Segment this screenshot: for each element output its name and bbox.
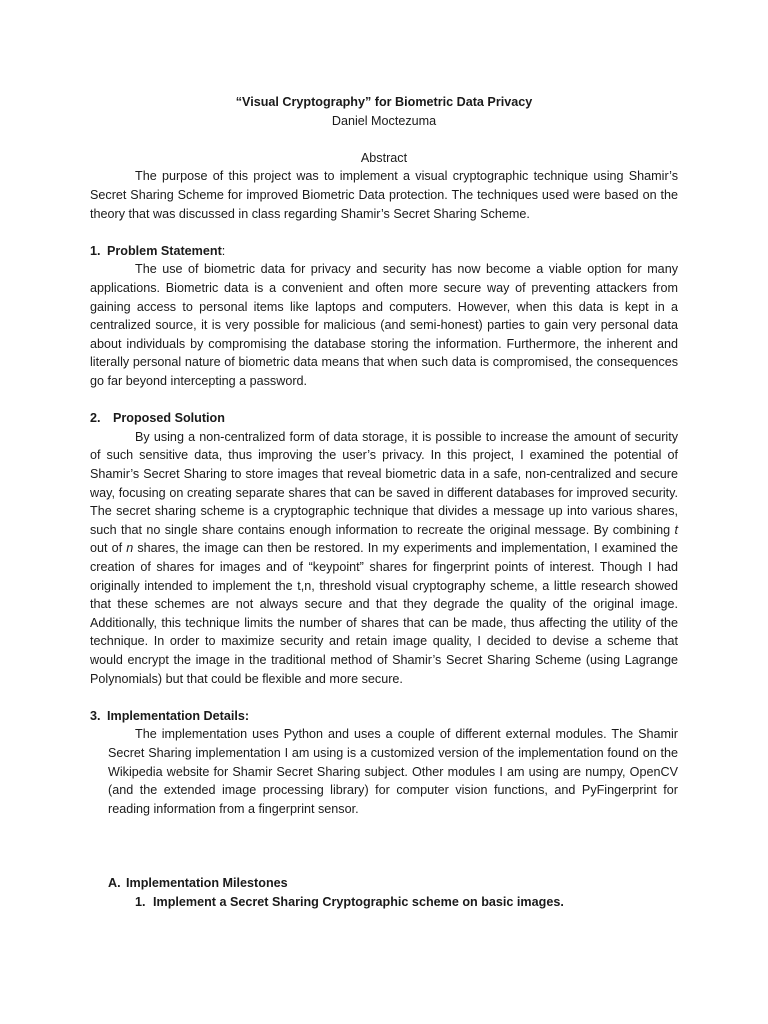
abstract-paragraph — [90, 167, 678, 223]
subsection-a-title: Implementation Milestones — [126, 876, 288, 891]
milestone-1-number: 1. — [135, 894, 146, 909]
section-1-colon: : — [221, 243, 226, 258]
subsection-a-letter: A. — [108, 876, 121, 891]
variable-t: t — [674, 522, 678, 537]
subsection-a-heading — [108, 874, 288, 893]
section-3-number: 3. — [90, 708, 101, 723]
author-name: Daniel Moctezuma — [331, 113, 437, 128]
section-1-title: Problem Statement — [107, 243, 222, 258]
section-3-text: The implementation uses Python and uses a couple of different external modules. The Shamir Secret Sharing implementation I am using is a customized version of the implementation found on the Wikipedia website for Shamir Secret Sharing subject. Other modules I am using are numpy, OpenCV (and the extended image processing library) for computer vision functions, and PyFingerprint for reading information from a fingerprint sensor. — [108, 727, 678, 816]
section-1-text: The use of biometric data for privacy and security has now become a viable option for many applications. Biometric data is a convenient and often more secure way of preventing attackers from gaining access to personal items like laptops and computers. However, when this data is kept in a centralized source, it is very possible for malicious (and semi-honest) parties to gain very personal data about individuals by compromising the database storing the information. Furthermore, the inherent and literally personal nature of biometric data means that when such data is compromised, the consequences go far beyond intercepting a password. — [90, 262, 678, 388]
section-2-text — [90, 428, 678, 688]
milestone-1-text: Implement a Secret Sharing Cryptographic scheme on basic images. — [153, 894, 564, 909]
section-2-title: Proposed Solution — [113, 411, 225, 426]
section-3-paragraph — [108, 725, 678, 818]
section-1-number: 1. — [90, 243, 101, 258]
document-title: “Visual Cryptography” for Biometric Data Privacy — [235, 95, 533, 109]
section-2-number: 2. — [90, 411, 101, 426]
section-2-text-part-3: shares, the image can then be restored. In my experiments and implementation, I examined the creation of shares for images and of “keypoint” shares for fingerprint points of interest. Though I had originally intended to implement the t,n, threshold visual cryptography scheme, a little research showed that these schemes are not always secure and that they degrade the quality of the original image. Additionally, this technique limits the number of shares that can be made, thus affecting the utility of the technique. In order to maximize security and retain image quality, I decided to devise a scheme that would encrypt the image in the traditional method of Shamir’s Secret Sharing Scheme (using Lagrange Polynomials) but that could be flexible and more secure. — [90, 541, 678, 686]
section-2-text-part-1: By using a non-centralized form of data storage, it is possible to increase the amount of security of such sensitive data, thus improving the user’s privacy. In this project, I examined the potential of Shamir’s Secret Sharing to store images that reveal biometric data in a safe, non-centralized and secure way, focusing on creating separate shares that can be saved in different databases for improved security. The secret sharing scheme is a cryptographic technique that divides a message up into various shares, such that no single share contains enough information to recreate the original message. By combining — [90, 429, 678, 537]
section-1-heading — [90, 242, 225, 261]
section-3-title: Implementation Details: — [107, 708, 250, 723]
section-3-heading — [90, 707, 249, 726]
section-2-text-part-2: out of — [90, 541, 127, 556]
abstract-heading: Abstract — [360, 150, 408, 165]
milestone-item-1 — [135, 893, 564, 912]
variable-n: n — [126, 541, 134, 556]
section-1-paragraph — [90, 260, 678, 390]
section-2-heading — [90, 409, 225, 428]
section-2-paragraph — [90, 428, 678, 688]
abstract-text: The purpose of this project was to implement a visual cryptographic technique using Shamir’s Secret Sharing Scheme for improved Biometric Data protection. The techniques used were based on the theory that was discussed in class regarding Shamir’s Secret Sharing Scheme. — [90, 169, 678, 221]
